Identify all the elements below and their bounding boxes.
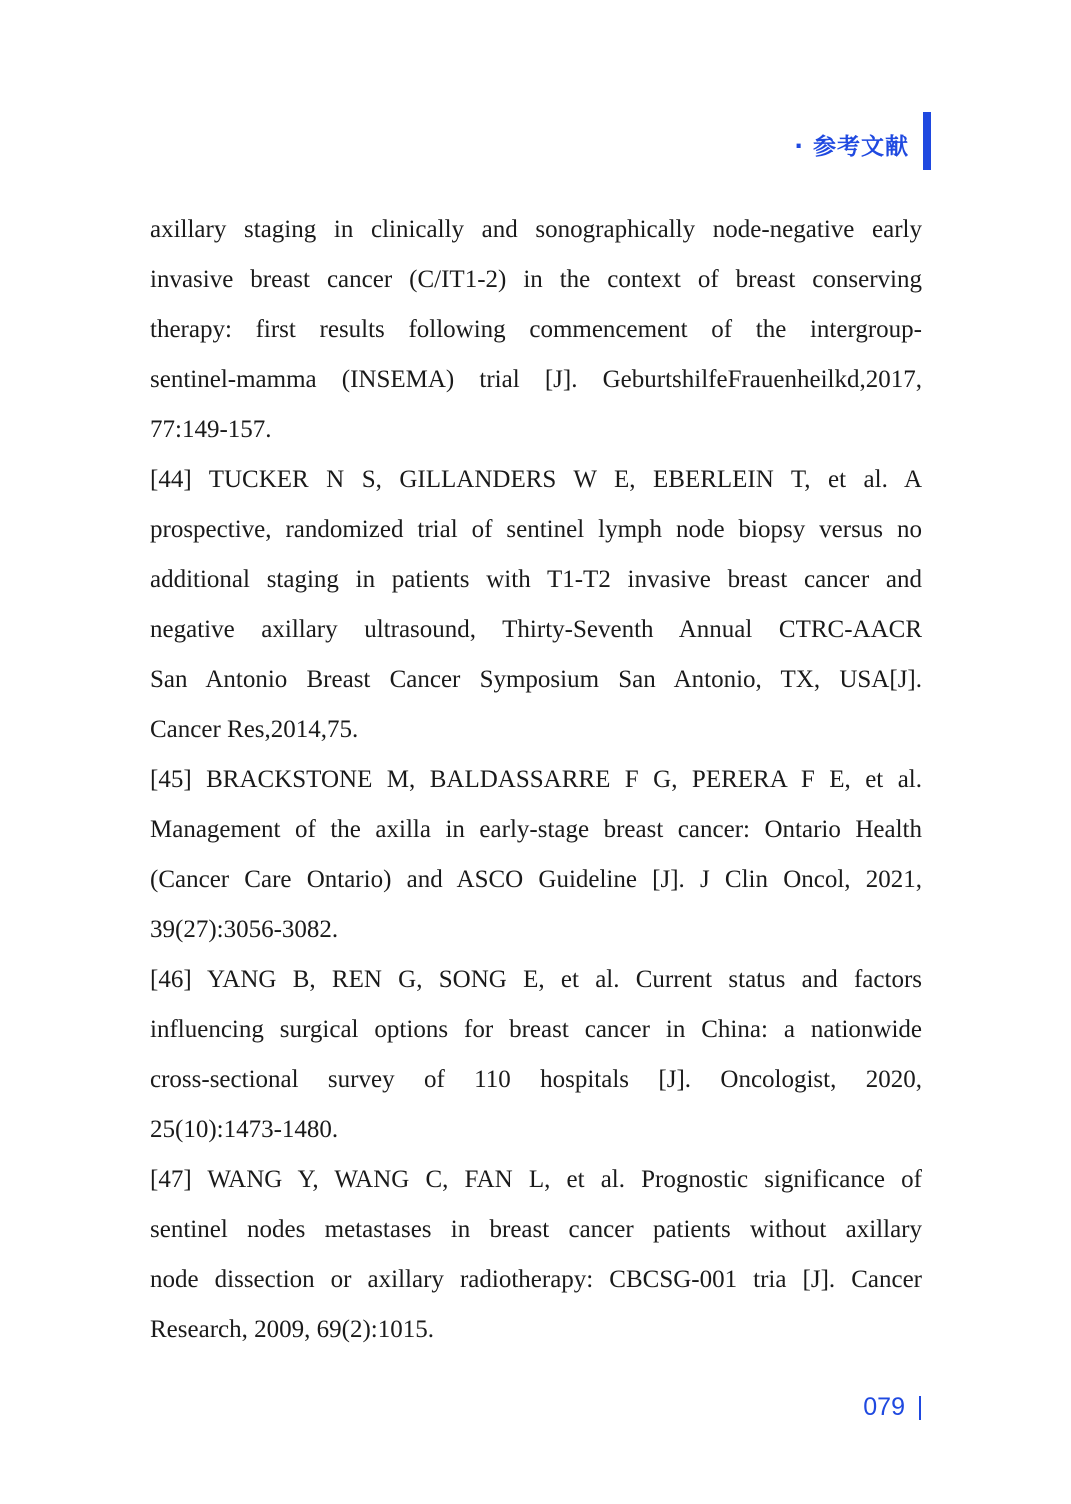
- reference-line: [47] WANG Y, WANG C, FAN L, et al. Prognostic significance of: [150, 1166, 922, 1193]
- section-title: · 参考文献: [794, 133, 909, 160]
- references-body: [150, 205, 922, 1355]
- reference-line: 77:149-157.: [150, 416, 272, 443]
- reference-line: Research, 2009, 69(2):1015.: [150, 1316, 434, 1343]
- reference-line: sentinel-mamma (INSEMA) trial [J]. GeburtshilfeFrauenheilkd,2017,: [150, 366, 922, 393]
- reference-line: San Antonio Breast Cancer Symposium San Antonio, TX, USA[J].: [150, 666, 922, 693]
- reference-line: 25(10):1473-1480.: [150, 1116, 339, 1143]
- reference-line: 39(27):3056-3082.: [150, 916, 339, 943]
- reference-line: therapy: first results following commencement of the intergroup-: [150, 316, 922, 343]
- reference-line: cross-sectional survey of 110 hospitals [J]. Oncologist, 2020,: [150, 1066, 922, 1093]
- reference-line: invasive breast cancer (C/IT1-2) in the context of breast conserving: [150, 266, 922, 293]
- reference-line: Cancer Res,2014,75.: [150, 716, 359, 743]
- page-number: 079: [863, 1393, 905, 1421]
- page-header: [794, 118, 921, 170]
- reference-line: additional staging in patients with T1-T2 invasive breast cancer and: [150, 566, 922, 593]
- reference-line: prospective, randomized trial of sentinel lymph node biopsy versus no: [150, 516, 922, 543]
- reference-line: [44] TUCKER N S, GILLANDERS W E, EBERLEIN T, et al. A: [150, 466, 922, 493]
- reference-line: node dissection or axillary radiotherapy: CBCSG-001 tria [J]. Cancer: [150, 1266, 922, 1293]
- reference-line: (Cancer Care Ontario) and ASCO Guideline [J]. J Clin Oncol, 2021,: [150, 866, 922, 893]
- reference-line: negative axillary ultrasound, Thirty-Seventh Annual CTRC-AACR: [150, 616, 922, 643]
- reference-line: [45] BRACKSTONE M, BALDASSARRE F G, PERERA F E, et al.: [150, 766, 922, 793]
- reference-line: influencing surgical options for breast cancer in China: a nationwide: [150, 1016, 922, 1043]
- page-footer: [863, 1393, 921, 1422]
- reference-line: sentinel nodes metastases in breast cancer patients without axillary: [150, 1216, 922, 1243]
- reference-line: Management of the axilla in early-stage breast cancer: Ontario Health: [150, 816, 922, 843]
- reference-line: axillary staging in clinically and sonographically node-negative early: [150, 216, 922, 243]
- footer-divider: [919, 1396, 921, 1420]
- header-accent-bar: [923, 112, 931, 170]
- reference-line: [46] YANG B, REN G, SONG E, et al. Current status and factors: [150, 966, 922, 993]
